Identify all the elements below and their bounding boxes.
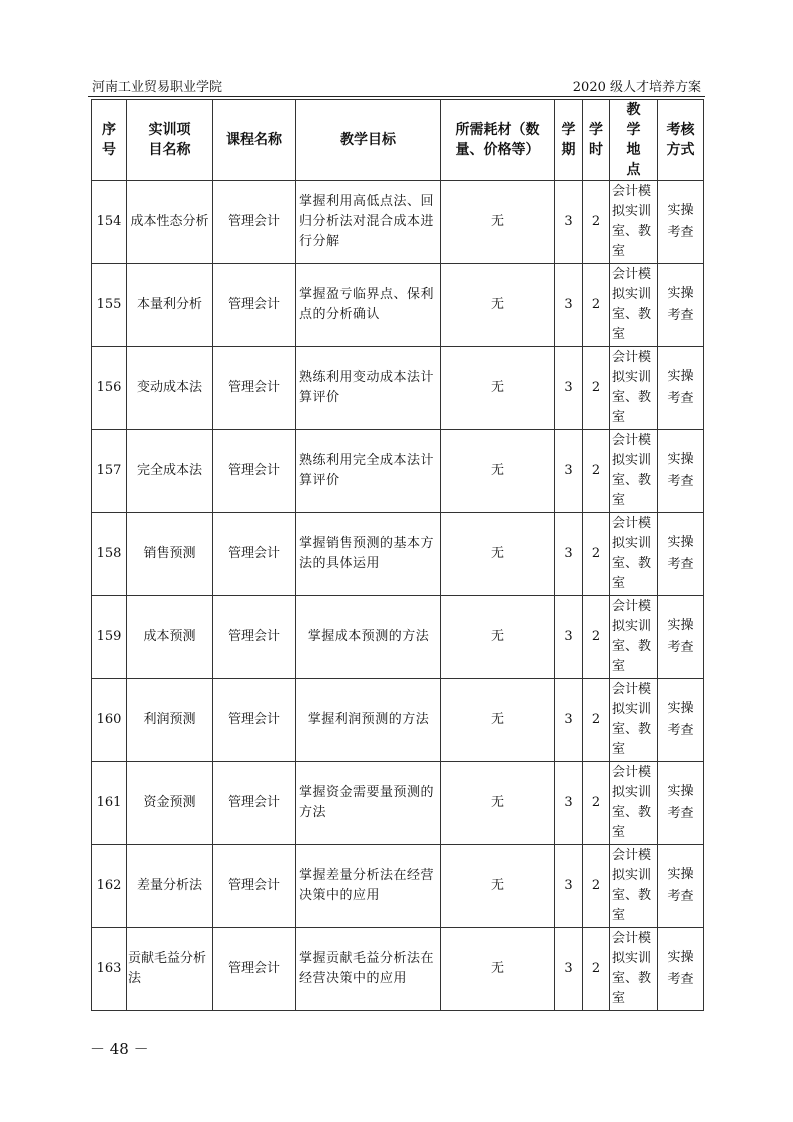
cell-term: 3	[555, 596, 583, 679]
table-row	[92, 347, 704, 430]
cell-course: 管理会计	[213, 845, 296, 928]
col-header-assessment: 考核方式	[658, 100, 704, 181]
cell-hours: 2	[583, 679, 610, 762]
cell-location: 会计模拟实训室、教室	[610, 347, 658, 430]
cell-term: 3	[555, 928, 583, 1011]
cell-seq: 159	[92, 596, 127, 679]
cell-course: 管理会计	[213, 928, 296, 1011]
cell-project: 差量分析法	[127, 845, 213, 928]
cell-goal: 掌握差量分析法在经营决策中的应用	[296, 845, 441, 928]
table-row	[92, 513, 704, 596]
cell-goal: 掌握利润预测的方法	[296, 679, 441, 762]
cell-term: 3	[555, 679, 583, 762]
cell-project: 成本性态分析	[127, 181, 213, 264]
cell-course: 管理会计	[213, 430, 296, 513]
cell-seq: 161	[92, 762, 127, 845]
cell-assessment: 实操考查	[658, 762, 704, 845]
cell-goal: 掌握贡献毛益分析法在经营决策中的应用	[296, 928, 441, 1011]
cell-term: 3	[555, 845, 583, 928]
cell-project: 销售预测	[127, 513, 213, 596]
cell-materials: 无	[441, 596, 555, 679]
cell-hours: 2	[583, 762, 610, 845]
cell-term: 3	[555, 264, 583, 347]
cell-location: 会计模拟实训室、教室	[610, 679, 658, 762]
cell-seq: 156	[92, 347, 127, 430]
cell-assessment: 实操考查	[658, 679, 704, 762]
cell-assessment: 实操考查	[658, 430, 704, 513]
table-header-row	[92, 100, 704, 181]
cell-assessment: 实操考查	[658, 928, 704, 1011]
cell-materials: 无	[441, 347, 555, 430]
cell-term: 3	[555, 430, 583, 513]
table-row	[92, 264, 704, 347]
cell-materials: 无	[441, 181, 555, 264]
cell-seq: 160	[92, 679, 127, 762]
table-row	[92, 762, 704, 845]
cell-course: 管理会计	[213, 513, 296, 596]
cell-location: 会计模拟实训室、教室	[610, 181, 658, 264]
cell-seq: 158	[92, 513, 127, 596]
table-row	[92, 845, 704, 928]
cell-course: 管理会计	[213, 596, 296, 679]
training-projects-table	[91, 99, 704, 1011]
page-number: － 48 －	[90, 1040, 149, 1058]
cell-hours: 2	[583, 430, 610, 513]
cell-hours: 2	[583, 513, 610, 596]
cell-assessment: 实操考查	[658, 845, 704, 928]
table-row	[92, 181, 704, 264]
cell-seq: 157	[92, 430, 127, 513]
cell-goal: 熟练利用变动成本法计算评价	[296, 347, 441, 430]
cell-assessment: 实操考查	[658, 513, 704, 596]
header-rule	[88, 96, 705, 97]
cell-term: 3	[555, 181, 583, 264]
cell-assessment: 实操考查	[658, 347, 704, 430]
table-row	[92, 928, 704, 1011]
col-header-term: 学期	[555, 100, 583, 181]
cell-project: 本量利分析	[127, 264, 213, 347]
col-header-materials: 所需耗材（数量、价格等）	[441, 100, 555, 181]
cell-location: 会计模拟实训室、教室	[610, 845, 658, 928]
cell-assessment: 实操考查	[658, 264, 704, 347]
cell-course: 管理会计	[213, 762, 296, 845]
cell-location: 会计模拟实训室、教室	[610, 928, 658, 1011]
cell-assessment: 实操考查	[658, 596, 704, 679]
cell-location: 会计模拟实训室、教室	[610, 264, 658, 347]
cell-materials: 无	[441, 845, 555, 928]
cell-seq: 155	[92, 264, 127, 347]
cell-hours: 2	[583, 845, 610, 928]
cell-course: 管理会计	[213, 679, 296, 762]
cell-materials: 无	[441, 264, 555, 347]
cell-materials: 无	[441, 430, 555, 513]
cell-term: 3	[555, 347, 583, 430]
cell-course: 管理会计	[213, 264, 296, 347]
cell-project: 完全成本法	[127, 430, 213, 513]
cell-goal: 掌握利用高低点法、回归分析法对混合成本进行分解	[296, 181, 441, 264]
cell-materials: 无	[441, 679, 555, 762]
table-row	[92, 679, 704, 762]
cell-goal: 掌握销售预测的基本方法的具体运用	[296, 513, 441, 596]
cell-hours: 2	[583, 928, 610, 1011]
cell-hours: 2	[583, 347, 610, 430]
cell-term: 3	[555, 513, 583, 596]
header-school-name: 河南工业贸易职业学院	[92, 80, 223, 95]
cell-goal: 熟练利用完全成本法计算评价	[296, 430, 441, 513]
cell-course: 管理会计	[213, 347, 296, 430]
cell-term: 3	[555, 762, 583, 845]
cell-hours: 2	[583, 596, 610, 679]
header-document-title: 2020 级人才培养方案	[572, 80, 701, 95]
cell-location: 会计模拟实训室、教室	[610, 430, 658, 513]
cell-seq: 163	[92, 928, 127, 1011]
cell-location: 会计模拟实训室、教室	[610, 762, 658, 845]
cell-seq: 162	[92, 845, 127, 928]
cell-project: 变动成本法	[127, 347, 213, 430]
col-header-project: 实训项目名称	[127, 100, 213, 181]
table-row	[92, 596, 704, 679]
col-header-goal: 教学目标	[296, 100, 441, 181]
cell-goal: 掌握盈亏临界点、保利点的分析确认	[296, 264, 441, 347]
cell-hours: 2	[583, 181, 610, 264]
cell-project: 成本预测	[127, 596, 213, 679]
cell-location: 会计模拟实训室、教室	[610, 513, 658, 596]
table-row	[92, 430, 704, 513]
cell-materials: 无	[441, 513, 555, 596]
col-header-course: 课程名称	[213, 100, 296, 181]
cell-seq: 154	[92, 181, 127, 264]
cell-project: 利润预测	[127, 679, 213, 762]
cell-materials: 无	[441, 762, 555, 845]
cell-goal: 掌握成本预测的方法	[296, 596, 441, 679]
cell-location: 会计模拟实训室、教室	[610, 596, 658, 679]
cell-course: 管理会计	[213, 181, 296, 264]
col-header-location: 教学地点	[610, 100, 658, 181]
cell-project: 贡献毛益分析法	[127, 928, 213, 1011]
cell-project: 资金预测	[127, 762, 213, 845]
col-header-seq: 序号	[92, 100, 127, 181]
cell-goal: 掌握资金需要量预测的方法	[296, 762, 441, 845]
cell-hours: 2	[583, 264, 610, 347]
col-header-hours: 学时	[583, 100, 610, 181]
cell-assessment: 实操考查	[658, 181, 704, 264]
cell-materials: 无	[441, 928, 555, 1011]
